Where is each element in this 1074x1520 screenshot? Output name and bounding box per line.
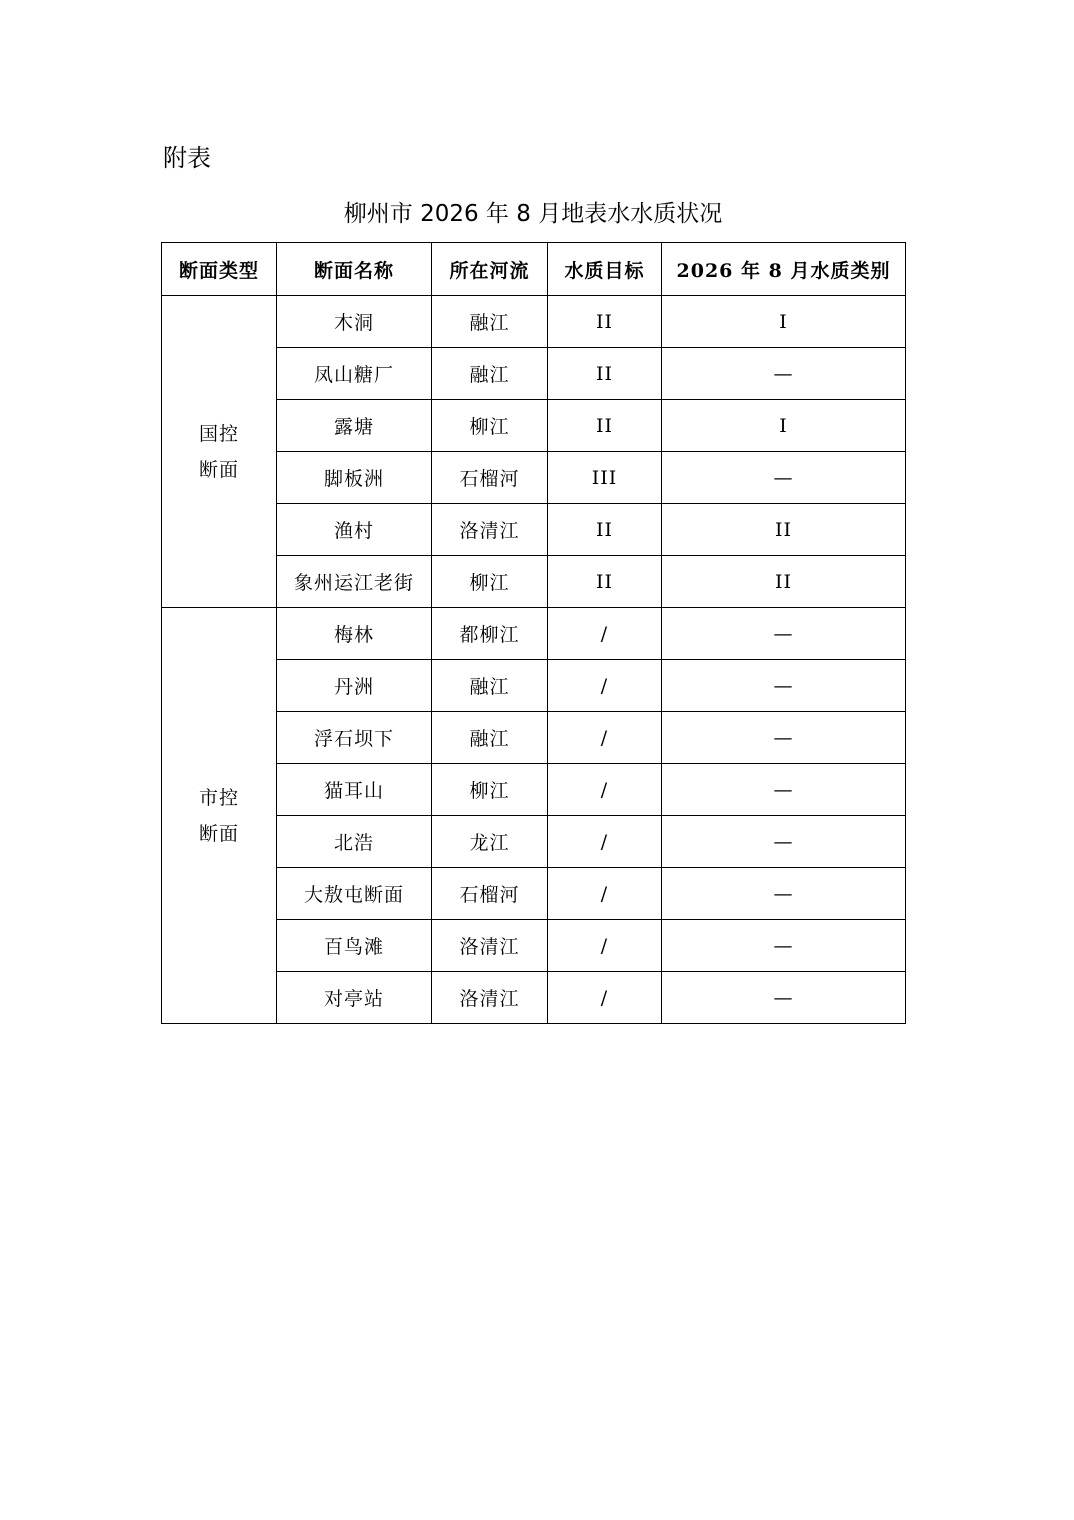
- category-cell: —: [662, 608, 906, 660]
- section-type-national: [162, 296, 277, 608]
- river-cell: 融江: [432, 296, 548, 348]
- section-name-cell: 渔村: [277, 504, 432, 556]
- category-cell: I: [662, 400, 906, 452]
- target-cell: II: [548, 348, 662, 400]
- header-quality-category: 2026 年 8 月水质类别: [662, 243, 906, 296]
- header-section-type: 断面类型: [162, 243, 277, 296]
- section-name-cell: 丹洲: [277, 660, 432, 712]
- category-cell: —: [662, 816, 906, 868]
- table-row: [162, 296, 906, 348]
- river-cell: 柳江: [432, 556, 548, 608]
- river-cell: 石榴河: [432, 868, 548, 920]
- section-name-cell: 露塘: [277, 400, 432, 452]
- river-cell: 都柳江: [432, 608, 548, 660]
- river-cell: 融江: [432, 348, 548, 400]
- table-title: 柳州市 2026 年 8 月地表水水质状况: [343, 201, 723, 227]
- section-type-city: [162, 608, 277, 1024]
- river-cell: 融江: [432, 712, 548, 764]
- target-cell: /: [548, 660, 662, 712]
- category-cell: —: [662, 660, 906, 712]
- section-name-cell: 凤山糖厂: [277, 348, 432, 400]
- river-cell: 石榴河: [432, 452, 548, 504]
- target-cell: III: [548, 452, 662, 504]
- section-name-cell: 大敖屯断面: [277, 868, 432, 920]
- target-cell: /: [548, 972, 662, 1024]
- section-name-cell: 对亭站: [277, 972, 432, 1024]
- river-cell: 柳江: [432, 764, 548, 816]
- section-name-cell: 百鸟滩: [277, 920, 432, 972]
- header-river: 所在河流: [432, 243, 548, 296]
- category-cell: II: [662, 556, 906, 608]
- category-cell: —: [662, 920, 906, 972]
- section-name-cell: 梅林: [277, 608, 432, 660]
- section-name-cell: 木洞: [277, 296, 432, 348]
- section-type-line1: 市控: [198, 786, 239, 809]
- category-cell: —: [662, 764, 906, 816]
- river-cell: 洛清江: [432, 504, 548, 556]
- appendix-heading: 附表: [163, 144, 211, 172]
- river-cell: 龙江: [432, 816, 548, 868]
- river-cell: 洛清江: [432, 920, 548, 972]
- section-name-cell: 象州运江老街: [277, 556, 432, 608]
- category-cell: —: [662, 712, 906, 764]
- target-cell: /: [548, 816, 662, 868]
- target-cell: /: [548, 608, 662, 660]
- section-type-line1: 国控: [198, 422, 239, 445]
- section-name-cell: 浮石坝下: [277, 712, 432, 764]
- target-cell: /: [548, 920, 662, 972]
- target-cell: II: [548, 504, 662, 556]
- section-name-cell: 北浩: [277, 816, 432, 868]
- header-quality-target: 水质目标: [548, 243, 662, 296]
- category-cell: II: [662, 504, 906, 556]
- target-cell: /: [548, 764, 662, 816]
- category-cell: I: [662, 296, 906, 348]
- target-cell: II: [548, 296, 662, 348]
- target-cell: II: [548, 400, 662, 452]
- target-cell: II: [548, 556, 662, 608]
- table-row: [162, 608, 906, 660]
- river-cell: 融江: [432, 660, 548, 712]
- category-cell: —: [662, 868, 906, 920]
- water-quality-table: [161, 242, 906, 1024]
- section-name-cell: 脚板洲: [277, 452, 432, 504]
- river-cell: 柳江: [432, 400, 548, 452]
- section-type-line2: 断面: [198, 458, 239, 481]
- river-cell: 洛清江: [432, 972, 548, 1024]
- section-name-cell: 猫耳山: [277, 764, 432, 816]
- category-cell: —: [662, 972, 906, 1024]
- category-cell: —: [662, 452, 906, 504]
- category-cell: —: [662, 348, 906, 400]
- section-type-line2: 断面: [198, 822, 239, 845]
- target-cell: /: [548, 712, 662, 764]
- target-cell: /: [548, 868, 662, 920]
- table-header-row: [162, 243, 906, 296]
- header-section-name: 断面名称: [277, 243, 432, 296]
